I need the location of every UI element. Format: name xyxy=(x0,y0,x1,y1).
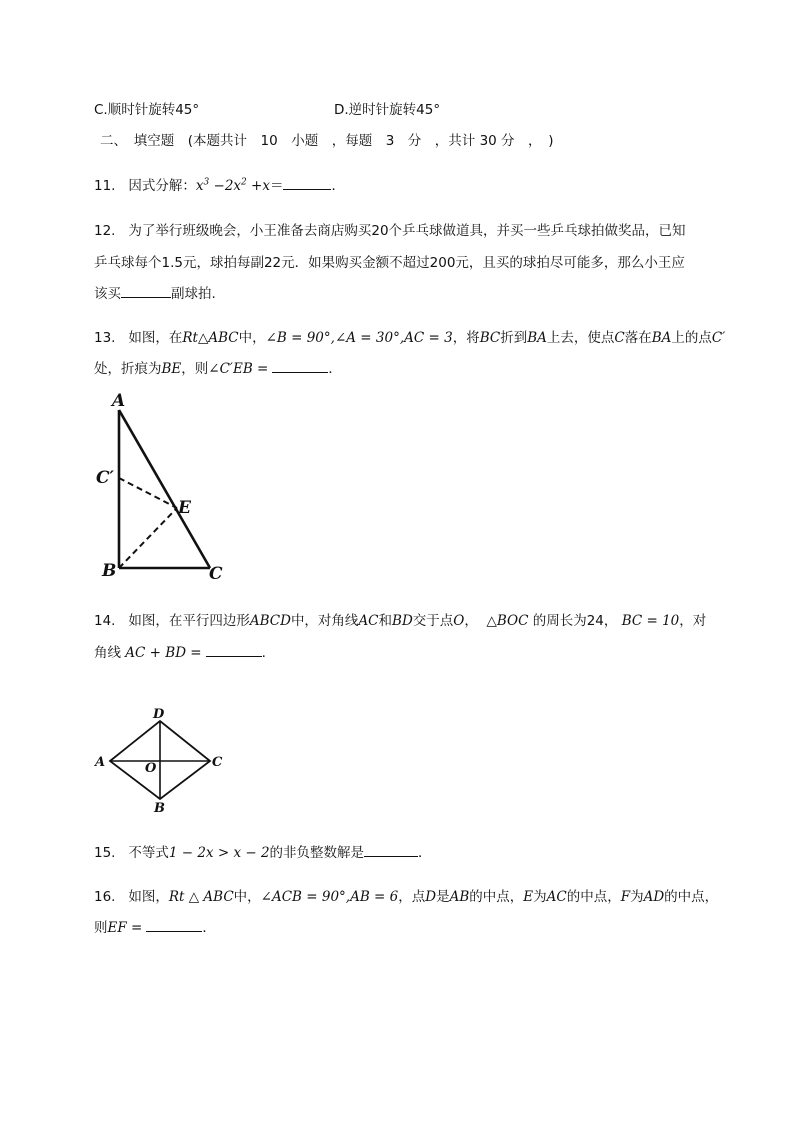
q14-t5: ， xyxy=(464,613,478,629)
q16-t8: 为 xyxy=(630,889,644,905)
question-16-line-2 xyxy=(94,918,216,938)
q14-bc: BC = 10 xyxy=(621,613,680,629)
q16-ac: AC xyxy=(546,889,567,905)
q14-t4: 交于点 xyxy=(412,613,454,629)
q13-tri: △ xyxy=(197,330,209,346)
q13-rt: Rt xyxy=(182,330,198,346)
q16-answer-blank[interactable] xyxy=(146,918,202,932)
q13-l2b: ，则 xyxy=(181,361,209,377)
q15-inequality: 1 − 2x > x − 2 xyxy=(168,845,270,861)
q16-l2a: 则 xyxy=(94,920,108,936)
question-16-line-1 xyxy=(94,887,718,907)
q12-number: 12. xyxy=(94,223,116,239)
q13-number: 13. xyxy=(94,330,116,346)
q15-end: ． xyxy=(418,845,432,861)
q14-end: . xyxy=(261,645,266,661)
q11-expression: $x^3 -2x^2 +x$ xyxy=(195,177,270,194)
q15-number: 15. xyxy=(94,845,116,861)
q13-be: BE xyxy=(161,361,182,377)
q14-label-d: D xyxy=(153,707,165,722)
q13-t6: 落在 xyxy=(624,330,652,346)
q14-o: O xyxy=(453,613,465,629)
q16-ef: EF = xyxy=(107,920,143,936)
q16-t4: 是 xyxy=(436,889,450,905)
question-11: 11. 因式分解：$x^3 -2x^2 +x=$ ． xyxy=(94,177,345,194)
q11-prefix: 因式分解： xyxy=(128,178,196,194)
q16-d: D xyxy=(425,889,437,905)
q12-text-2: 乒乓球每个1.5元，球拍每副22元．如果购买金额不超过200元，且买的球拍尽可能多，那么小王应 xyxy=(94,255,685,271)
q13-c: C xyxy=(614,330,625,346)
q14-abcd: ABCD xyxy=(249,613,291,629)
q14-bd: BD xyxy=(392,613,413,629)
q13-label-a: A xyxy=(112,391,126,411)
option-c: C.顺时针旋转45° xyxy=(94,102,200,118)
q16-t7: 的中点， xyxy=(566,889,621,905)
q11-number: 11. xyxy=(94,178,116,194)
q13-abc: ABC xyxy=(208,330,239,346)
q16-rt: Rt △ ABC xyxy=(168,889,234,905)
q16-end: ． xyxy=(202,920,216,936)
q16-t1: 如图， xyxy=(128,889,169,905)
q11-equals: ＝ xyxy=(269,178,284,194)
q13-angle: ∠C′EB = xyxy=(208,361,269,377)
q13-l2a: 处，折痕为 xyxy=(94,361,162,377)
q16-cond: ∠ACB = 90°,AB = 6 xyxy=(260,889,399,905)
q14-l2a: 角线 xyxy=(94,645,121,661)
q15-answer-blank[interactable] xyxy=(364,843,418,857)
q13-label-c: C xyxy=(209,564,223,584)
section-title: 二、 填空题 (本题共计 10 小题 ，每题 3 分 ，共计 30 分 ， ) xyxy=(100,133,554,149)
option-d: D.逆时针旋转45° xyxy=(334,102,441,118)
q14-t1: 如图，在平行四边形 xyxy=(128,613,250,629)
q14-t3: 和 xyxy=(378,613,393,629)
q16-ad: AD xyxy=(643,889,665,905)
q14-t6: 的周长为24， xyxy=(532,613,618,629)
q16-t6: 为 xyxy=(533,889,547,905)
q14-number: 14. xyxy=(94,613,116,629)
q13-label-e: E xyxy=(178,498,191,518)
q14-ac: AC xyxy=(358,613,379,629)
q15-t2: 的非负整数解是 xyxy=(269,845,365,861)
q13-end: ． xyxy=(328,361,342,377)
q13-t4: 折到 xyxy=(500,330,528,346)
q13-bc: BC xyxy=(479,330,501,346)
q16-f: F xyxy=(620,889,631,905)
q13-t3: ，将 xyxy=(452,330,480,346)
q13-t2: 中， xyxy=(238,330,266,346)
q12-text-3a: 该买 xyxy=(94,286,121,302)
q14-t2: 中，对角线 xyxy=(290,613,359,629)
q13-ba2: BA xyxy=(651,330,672,346)
q14-label-c: C xyxy=(212,755,223,770)
q16-t3: ，点 xyxy=(398,889,426,905)
q15-t1: 不等式 xyxy=(128,845,169,861)
q13-t7: 上的点 xyxy=(671,330,712,346)
q13-ba: BA xyxy=(527,330,547,346)
q16-number: 16. xyxy=(94,889,116,905)
q16-t2: 中， xyxy=(233,889,261,905)
q14-label-o: O xyxy=(145,761,157,776)
q14-label-a: A xyxy=(95,755,106,770)
q12-text-3b: 副球拍. xyxy=(171,286,216,302)
q16-e: E xyxy=(523,889,534,905)
q16-t9: 的中点， xyxy=(664,889,719,905)
q14-t7: ，对 xyxy=(679,613,707,629)
q14-boc: △BOC xyxy=(486,613,529,629)
q13-t1: 如图，在 xyxy=(128,330,183,346)
q13-label-b: B xyxy=(102,561,117,581)
q13-t5: 上去，使点 xyxy=(546,330,615,346)
question-15 xyxy=(94,843,432,863)
q12-text-1: 为了举行班级晚会，小王准备去商店购买20个乒乓球做道具，并买一些乒乓球拍做奖品，已知 xyxy=(128,223,686,239)
q16-t5: 的中点， xyxy=(469,889,524,905)
q16-ab: AB xyxy=(449,889,470,905)
q14-sum: AC + BD = xyxy=(125,645,202,661)
q13-cond: ∠B = 90°,∠A = 30°,AC = 3 xyxy=(265,330,453,346)
q13-label-cprime: C′ xyxy=(96,468,115,488)
q13-cprime: C′ xyxy=(711,330,726,346)
q14-label-b: B xyxy=(154,801,165,816)
